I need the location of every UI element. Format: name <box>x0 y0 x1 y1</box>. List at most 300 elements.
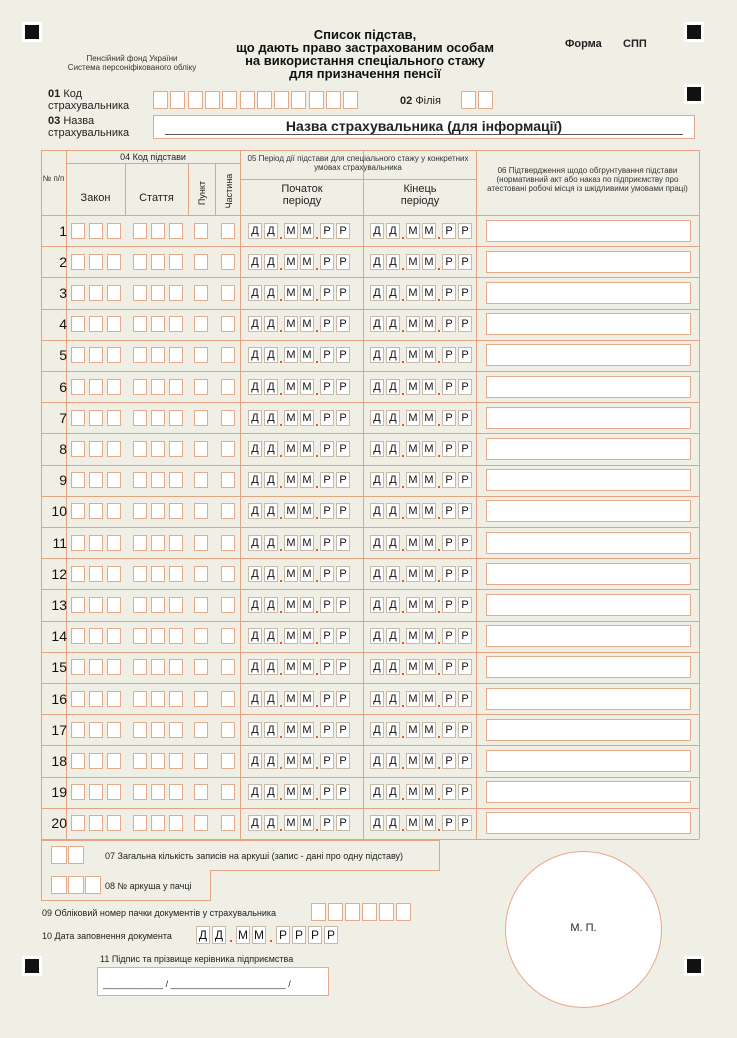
package-cell[interactable] <box>311 903 326 921</box>
start-date-char-cell[interactable]: М <box>300 815 314 831</box>
start-date-char-cell[interactable]: Р <box>320 815 334 831</box>
article-cell[interactable] <box>169 753 183 769</box>
point-cell[interactable] <box>194 659 208 675</box>
article-cell[interactable] <box>133 597 147 613</box>
article-cell[interactable] <box>151 254 165 270</box>
article-cell[interactable] <box>169 347 183 363</box>
law-cell[interactable] <box>71 628 85 644</box>
confirmation-field[interactable] <box>486 376 691 398</box>
article-cell[interactable] <box>133 784 147 800</box>
law-cell[interactable] <box>107 597 121 613</box>
end-date-char-cell[interactable]: Д <box>386 691 400 707</box>
start-date-char-cell[interactable]: Д <box>264 441 278 457</box>
article-cell[interactable] <box>169 472 183 488</box>
end-date-char-cell[interactable]: Р <box>442 223 456 239</box>
law-cell[interactable] <box>107 503 121 519</box>
start-date-char-cell[interactable]: Р <box>320 628 334 644</box>
point-cell[interactable] <box>194 472 208 488</box>
end-date-char-cell[interactable]: Д <box>370 254 384 270</box>
point-cell[interactable] <box>194 722 208 738</box>
start-date-char-cell[interactable]: Д <box>248 441 262 457</box>
point-cell[interactable] <box>194 379 208 395</box>
end-date-char-cell[interactable]: Д <box>386 441 400 457</box>
end-date-char-cell[interactable]: Д <box>386 753 400 769</box>
end-date-char-cell[interactable]: Р <box>442 722 456 738</box>
part-cell[interactable] <box>221 379 235 395</box>
package-cell[interactable] <box>362 903 377 921</box>
law-cell[interactable] <box>107 566 121 582</box>
law-cell[interactable] <box>107 784 121 800</box>
article-cell[interactable] <box>133 815 147 831</box>
start-date-char-cell[interactable]: Д <box>264 410 278 426</box>
article-cell[interactable] <box>151 691 165 707</box>
law-cell[interactable] <box>89 410 103 426</box>
part-cell[interactable] <box>221 285 235 301</box>
sheet-number-cell[interactable] <box>68 876 84 894</box>
start-date-char-cell[interactable]: М <box>284 285 298 301</box>
start-date-char-cell[interactable]: М <box>284 815 298 831</box>
end-date-char-cell[interactable]: Р <box>442 628 456 644</box>
date-char-cell[interactable]: М <box>254 928 264 942</box>
article-cell[interactable] <box>169 223 183 239</box>
article-cell[interactable] <box>151 784 165 800</box>
end-date-char-cell[interactable]: Р <box>458 347 472 363</box>
law-cell[interactable] <box>71 316 85 332</box>
law-cell[interactable] <box>107 410 121 426</box>
end-date-char-cell[interactable]: М <box>422 566 436 582</box>
confirmation-field[interactable] <box>486 500 691 522</box>
start-date-char-cell[interactable]: М <box>284 379 298 395</box>
package-cell[interactable] <box>345 903 360 921</box>
end-date-char-cell[interactable]: Д <box>386 347 400 363</box>
end-date-char-cell[interactable]: Д <box>386 815 400 831</box>
start-date-char-cell[interactable]: М <box>300 784 314 800</box>
start-date-char-cell[interactable]: Д <box>248 691 262 707</box>
article-cell[interactable] <box>169 566 183 582</box>
start-date-char-cell[interactable]: Д <box>264 628 278 644</box>
end-date-char-cell[interactable]: Р <box>442 441 456 457</box>
article-cell[interactable] <box>169 535 183 551</box>
law-cell[interactable] <box>71 784 85 800</box>
article-cell[interactable] <box>133 535 147 551</box>
end-date-char-cell[interactable]: М <box>422 410 436 426</box>
end-date-char-cell[interactable]: М <box>422 379 436 395</box>
end-date-char-cell[interactable]: Р <box>458 722 472 738</box>
law-cell[interactable] <box>89 503 103 519</box>
start-date-char-cell[interactable]: М <box>284 223 298 239</box>
start-date-char-cell[interactable]: Р <box>320 566 334 582</box>
end-date-char-cell[interactable]: Д <box>386 379 400 395</box>
start-date-char-cell[interactable]: Д <box>264 347 278 363</box>
part-cell[interactable] <box>221 753 235 769</box>
article-cell[interactable] <box>169 410 183 426</box>
confirmation-field[interactable] <box>486 563 691 585</box>
start-date-char-cell[interactable]: М <box>284 503 298 519</box>
point-cell[interactable] <box>194 254 208 270</box>
point-cell[interactable] <box>194 566 208 582</box>
confirmation-field[interactable] <box>486 594 691 616</box>
start-date-char-cell[interactable]: Р <box>320 535 334 551</box>
end-date-char-cell[interactable]: Д <box>386 223 400 239</box>
end-date-char-cell[interactable]: М <box>422 659 436 675</box>
code-cell[interactable] <box>291 91 306 109</box>
start-date-char-cell[interactable]: Р <box>336 691 350 707</box>
law-cell[interactable] <box>89 316 103 332</box>
point-cell[interactable] <box>194 316 208 332</box>
law-cell[interactable] <box>71 410 85 426</box>
confirmation-field[interactable] <box>486 469 691 491</box>
law-cell[interactable] <box>71 254 85 270</box>
end-date-char-cell[interactable]: Р <box>442 815 456 831</box>
law-cell[interactable] <box>71 472 85 488</box>
end-date-char-cell[interactable]: Р <box>458 285 472 301</box>
start-date-char-cell[interactable]: Р <box>320 316 334 332</box>
start-date-char-cell[interactable]: Д <box>264 223 278 239</box>
start-date-char-cell[interactable]: Р <box>320 410 334 426</box>
end-date-char-cell[interactable]: М <box>406 722 420 738</box>
end-date-char-cell[interactable]: Р <box>458 472 472 488</box>
confirmation-field[interactable] <box>486 344 691 366</box>
article-cell[interactable] <box>151 815 165 831</box>
end-date-char-cell[interactable]: Д <box>386 285 400 301</box>
end-date-char-cell[interactable]: Р <box>458 379 472 395</box>
end-date-char-cell[interactable]: М <box>406 503 420 519</box>
start-date-char-cell[interactable]: Р <box>320 472 334 488</box>
start-date-char-cell[interactable]: М <box>284 441 298 457</box>
code-cell[interactable] <box>205 91 220 109</box>
point-cell[interactable] <box>194 223 208 239</box>
law-cell[interactable] <box>107 659 121 675</box>
part-cell[interactable] <box>221 815 235 831</box>
start-date-char-cell[interactable]: М <box>284 597 298 613</box>
end-date-char-cell[interactable]: Р <box>442 503 456 519</box>
law-cell[interactable] <box>107 223 121 239</box>
end-date-char-cell[interactable]: Р <box>458 254 472 270</box>
end-date-char-cell[interactable]: Д <box>386 535 400 551</box>
end-date-char-cell[interactable]: Д <box>370 285 384 301</box>
records-count-cell[interactable] <box>51 846 67 864</box>
end-date-char-cell[interactable]: Д <box>370 659 384 675</box>
start-date-char-cell[interactable]: Р <box>320 753 334 769</box>
end-date-char-cell[interactable]: М <box>406 628 420 644</box>
end-date-char-cell[interactable]: М <box>406 753 420 769</box>
start-date-char-cell[interactable]: М <box>300 628 314 644</box>
start-date-char-cell[interactable]: Д <box>248 410 262 426</box>
package-cell[interactable] <box>379 903 394 921</box>
start-date-char-cell[interactable]: Д <box>248 722 262 738</box>
end-date-char-cell[interactable]: Д <box>386 566 400 582</box>
start-date-char-cell[interactable]: Р <box>320 254 334 270</box>
article-cell[interactable] <box>169 441 183 457</box>
start-date-char-cell[interactable]: Д <box>264 597 278 613</box>
end-date-char-cell[interactable]: Д <box>370 722 384 738</box>
confirmation-field[interactable] <box>486 438 691 460</box>
code-cell[interactable] <box>188 91 203 109</box>
start-date-char-cell[interactable]: Р <box>320 503 334 519</box>
start-date-char-cell[interactable]: М <box>300 316 314 332</box>
law-cell[interactable] <box>71 566 85 582</box>
article-cell[interactable] <box>151 316 165 332</box>
start-date-char-cell[interactable]: Р <box>336 503 350 519</box>
start-date-char-cell[interactable]: Р <box>336 285 350 301</box>
start-date-char-cell[interactable]: М <box>284 722 298 738</box>
end-date-char-cell[interactable]: М <box>422 753 436 769</box>
law-cell[interactable] <box>89 784 103 800</box>
code-cell[interactable] <box>309 91 324 109</box>
end-date-char-cell[interactable]: М <box>406 597 420 613</box>
part-cell[interactable] <box>221 347 235 363</box>
point-cell[interactable] <box>194 628 208 644</box>
start-date-char-cell[interactable]: М <box>300 535 314 551</box>
start-date-char-cell[interactable]: Р <box>336 535 350 551</box>
end-date-char-cell[interactable]: М <box>422 597 436 613</box>
end-date-char-cell[interactable]: Д <box>370 597 384 613</box>
confirmation-field[interactable] <box>486 812 691 834</box>
article-cell[interactable] <box>151 535 165 551</box>
end-date-char-cell[interactable]: Р <box>458 628 472 644</box>
start-date-char-cell[interactable]: Р <box>336 815 350 831</box>
end-date-char-cell[interactable]: Р <box>458 410 472 426</box>
end-date-char-cell[interactable]: Д <box>370 535 384 551</box>
date-char-cell[interactable]: Р <box>276 926 290 944</box>
article-cell[interactable] <box>133 722 147 738</box>
end-date-char-cell[interactable]: Р <box>442 535 456 551</box>
start-date-char-cell[interactable]: Д <box>264 784 278 800</box>
date-char-cell[interactable]: Д <box>196 926 210 944</box>
start-date-char-cell[interactable]: Д <box>248 753 262 769</box>
article-cell[interactable] <box>133 566 147 582</box>
article-cell[interactable] <box>151 597 165 613</box>
end-date-char-cell[interactable]: Р <box>442 316 456 332</box>
end-date-char-cell[interactable]: Р <box>458 784 472 800</box>
part-cell[interactable] <box>221 223 235 239</box>
article-cell[interactable] <box>169 722 183 738</box>
start-date-char-cell[interactable]: М <box>284 566 298 582</box>
end-date-char-cell[interactable]: М <box>406 472 420 488</box>
confirmation-field[interactable] <box>486 220 691 242</box>
end-date-char-cell[interactable]: Д <box>386 254 400 270</box>
start-date-char-cell[interactable]: Р <box>336 254 350 270</box>
law-cell[interactable] <box>89 223 103 239</box>
start-date-char-cell[interactable]: Д <box>264 535 278 551</box>
law-cell[interactable] <box>71 722 85 738</box>
part-cell[interactable] <box>221 316 235 332</box>
start-date-char-cell[interactable]: Д <box>248 628 262 644</box>
law-cell[interactable] <box>89 597 103 613</box>
law-cell[interactable] <box>71 597 85 613</box>
end-date-char-cell[interactable]: М <box>422 628 436 644</box>
start-date-char-cell[interactable]: Р <box>336 597 350 613</box>
end-date-char-cell[interactable]: М <box>422 472 436 488</box>
start-date-char-cell[interactable]: Д <box>248 503 262 519</box>
law-cell[interactable] <box>71 347 85 363</box>
end-date-char-cell[interactable]: Р <box>458 691 472 707</box>
package-cell[interactable] <box>396 903 411 921</box>
end-date-char-cell[interactable]: Д <box>370 784 384 800</box>
start-date-char-cell[interactable]: Р <box>320 223 334 239</box>
end-date-char-cell[interactable]: Р <box>458 753 472 769</box>
start-date-char-cell[interactable]: М <box>300 379 314 395</box>
article-cell[interactable] <box>151 410 165 426</box>
part-cell[interactable] <box>221 254 235 270</box>
end-date-char-cell[interactable]: Р <box>458 566 472 582</box>
date-char-cell[interactable]: М <box>238 928 248 942</box>
point-cell[interactable] <box>194 815 208 831</box>
start-date-char-cell[interactable]: Д <box>248 347 262 363</box>
part-cell[interactable] <box>221 566 235 582</box>
start-date-char-cell[interactable]: Р <box>336 659 350 675</box>
start-date-char-cell[interactable]: Д <box>264 722 278 738</box>
end-date-char-cell[interactable]: Д <box>370 691 384 707</box>
end-date-char-cell[interactable]: Д <box>386 410 400 426</box>
end-date-char-cell[interactable]: Р <box>442 659 456 675</box>
end-date-char-cell[interactable]: Д <box>386 784 400 800</box>
end-date-char-cell[interactable]: Р <box>458 815 472 831</box>
law-cell[interactable] <box>89 628 103 644</box>
start-date-char-cell[interactable]: М <box>300 722 314 738</box>
start-date-char-cell[interactable]: М <box>300 254 314 270</box>
start-date-char-cell[interactable]: Р <box>336 472 350 488</box>
confirmation-field[interactable] <box>486 719 691 741</box>
end-date-char-cell[interactable]: Д <box>386 659 400 675</box>
law-cell[interactable] <box>89 815 103 831</box>
end-date-char-cell[interactable]: Р <box>442 566 456 582</box>
part-cell[interactable] <box>221 472 235 488</box>
end-date-char-cell[interactable]: Р <box>442 285 456 301</box>
end-date-char-cell[interactable]: М <box>422 223 436 239</box>
law-cell[interactable] <box>107 753 121 769</box>
confirmation-field[interactable] <box>486 251 691 273</box>
start-date-char-cell[interactable]: Д <box>248 535 262 551</box>
article-cell[interactable] <box>133 503 147 519</box>
article-cell[interactable] <box>133 316 147 332</box>
article-cell[interactable] <box>133 347 147 363</box>
start-date-char-cell[interactable]: Р <box>336 441 350 457</box>
end-date-char-cell[interactable]: М <box>422 691 436 707</box>
start-date-char-cell[interactable]: М <box>300 691 314 707</box>
end-date-char-cell[interactable]: Р <box>442 784 456 800</box>
confirmation-field[interactable] <box>486 532 691 554</box>
start-date-char-cell[interactable]: М <box>300 597 314 613</box>
start-date-char-cell[interactable]: Д <box>248 566 262 582</box>
end-date-char-cell[interactable]: Р <box>442 347 456 363</box>
end-date-char-cell[interactable]: Д <box>370 347 384 363</box>
part-cell[interactable] <box>221 441 235 457</box>
end-date-char-cell[interactable]: М <box>422 535 436 551</box>
law-cell[interactable] <box>71 753 85 769</box>
point-cell[interactable] <box>194 784 208 800</box>
law-cell[interactable] <box>107 347 121 363</box>
article-cell[interactable] <box>151 347 165 363</box>
law-cell[interactable] <box>107 254 121 270</box>
part-cell[interactable] <box>221 784 235 800</box>
start-date-char-cell[interactable]: М <box>300 410 314 426</box>
start-date-char-cell[interactable]: М <box>300 223 314 239</box>
law-cell[interactable] <box>71 503 85 519</box>
end-date-char-cell[interactable]: М <box>422 316 436 332</box>
date-char-cell[interactable]: Д <box>212 926 226 944</box>
law-cell[interactable] <box>71 223 85 239</box>
start-date-char-cell[interactable]: М <box>300 503 314 519</box>
start-date-char-cell[interactable]: М <box>284 254 298 270</box>
end-date-char-cell[interactable]: М <box>406 379 420 395</box>
date-char-cell[interactable]: Р <box>324 926 338 944</box>
law-cell[interactable] <box>71 285 85 301</box>
article-cell[interactable] <box>151 628 165 644</box>
article-cell[interactable] <box>169 379 183 395</box>
end-date-char-cell[interactable]: М <box>406 410 420 426</box>
start-date-char-cell[interactable]: М <box>284 410 298 426</box>
start-date-char-cell[interactable]: Д <box>264 659 278 675</box>
sheet-number-cell[interactable] <box>85 876 101 894</box>
law-cell[interactable] <box>107 379 121 395</box>
start-date-char-cell[interactable]: М <box>284 753 298 769</box>
article-cell[interactable] <box>169 254 183 270</box>
law-cell[interactable] <box>71 379 85 395</box>
start-date-char-cell[interactable]: Р <box>320 379 334 395</box>
end-date-char-cell[interactable]: Д <box>370 503 384 519</box>
article-cell[interactable] <box>151 503 165 519</box>
end-date-char-cell[interactable]: Р <box>458 597 472 613</box>
point-cell[interactable] <box>194 441 208 457</box>
law-cell[interactable] <box>89 379 103 395</box>
end-date-char-cell[interactable]: Р <box>442 410 456 426</box>
law-cell[interactable] <box>107 722 121 738</box>
end-date-char-cell[interactable]: М <box>406 441 420 457</box>
end-date-char-cell[interactable]: М <box>422 815 436 831</box>
end-date-char-cell[interactable]: М <box>406 566 420 582</box>
end-date-char-cell[interactable]: Д <box>386 316 400 332</box>
start-date-char-cell[interactable]: Д <box>248 659 262 675</box>
end-date-char-cell[interactable]: Д <box>370 441 384 457</box>
start-date-char-cell[interactable]: Р <box>336 566 350 582</box>
law-cell[interactable] <box>107 628 121 644</box>
start-date-char-cell[interactable]: Д <box>264 254 278 270</box>
start-date-char-cell[interactable]: Д <box>248 223 262 239</box>
end-date-char-cell[interactable]: Д <box>370 223 384 239</box>
end-date-char-cell[interactable]: Д <box>370 379 384 395</box>
start-date-char-cell[interactable]: М <box>300 347 314 363</box>
end-date-char-cell[interactable]: Р <box>442 597 456 613</box>
confirmation-field[interactable] <box>486 407 691 429</box>
date-char-cell[interactable]: Р <box>308 926 322 944</box>
article-cell[interactable] <box>169 285 183 301</box>
article-cell[interactable] <box>151 753 165 769</box>
start-date-char-cell[interactable]: Р <box>336 753 350 769</box>
end-date-char-cell[interactable]: Р <box>458 535 472 551</box>
end-date-char-cell[interactable]: Р <box>458 223 472 239</box>
code-cell[interactable] <box>343 91 358 109</box>
law-cell[interactable] <box>89 285 103 301</box>
confirmation-field[interactable] <box>486 688 691 710</box>
article-cell[interactable] <box>169 628 183 644</box>
start-date-char-cell[interactable]: Д <box>248 784 262 800</box>
article-cell[interactable] <box>133 472 147 488</box>
branch-cell[interactable] <box>461 91 476 109</box>
end-date-char-cell[interactable]: М <box>406 347 420 363</box>
article-cell[interactable] <box>151 441 165 457</box>
confirmation-field[interactable] <box>486 750 691 772</box>
end-date-char-cell[interactable]: Д <box>386 628 400 644</box>
article-cell[interactable] <box>169 815 183 831</box>
start-date-char-cell[interactable]: М <box>284 535 298 551</box>
point-cell[interactable] <box>194 753 208 769</box>
end-date-char-cell[interactable]: М <box>406 316 420 332</box>
package-cell[interactable] <box>328 903 343 921</box>
end-date-char-cell[interactable]: Д <box>386 722 400 738</box>
article-cell[interactable] <box>151 722 165 738</box>
law-cell[interactable] <box>89 254 103 270</box>
